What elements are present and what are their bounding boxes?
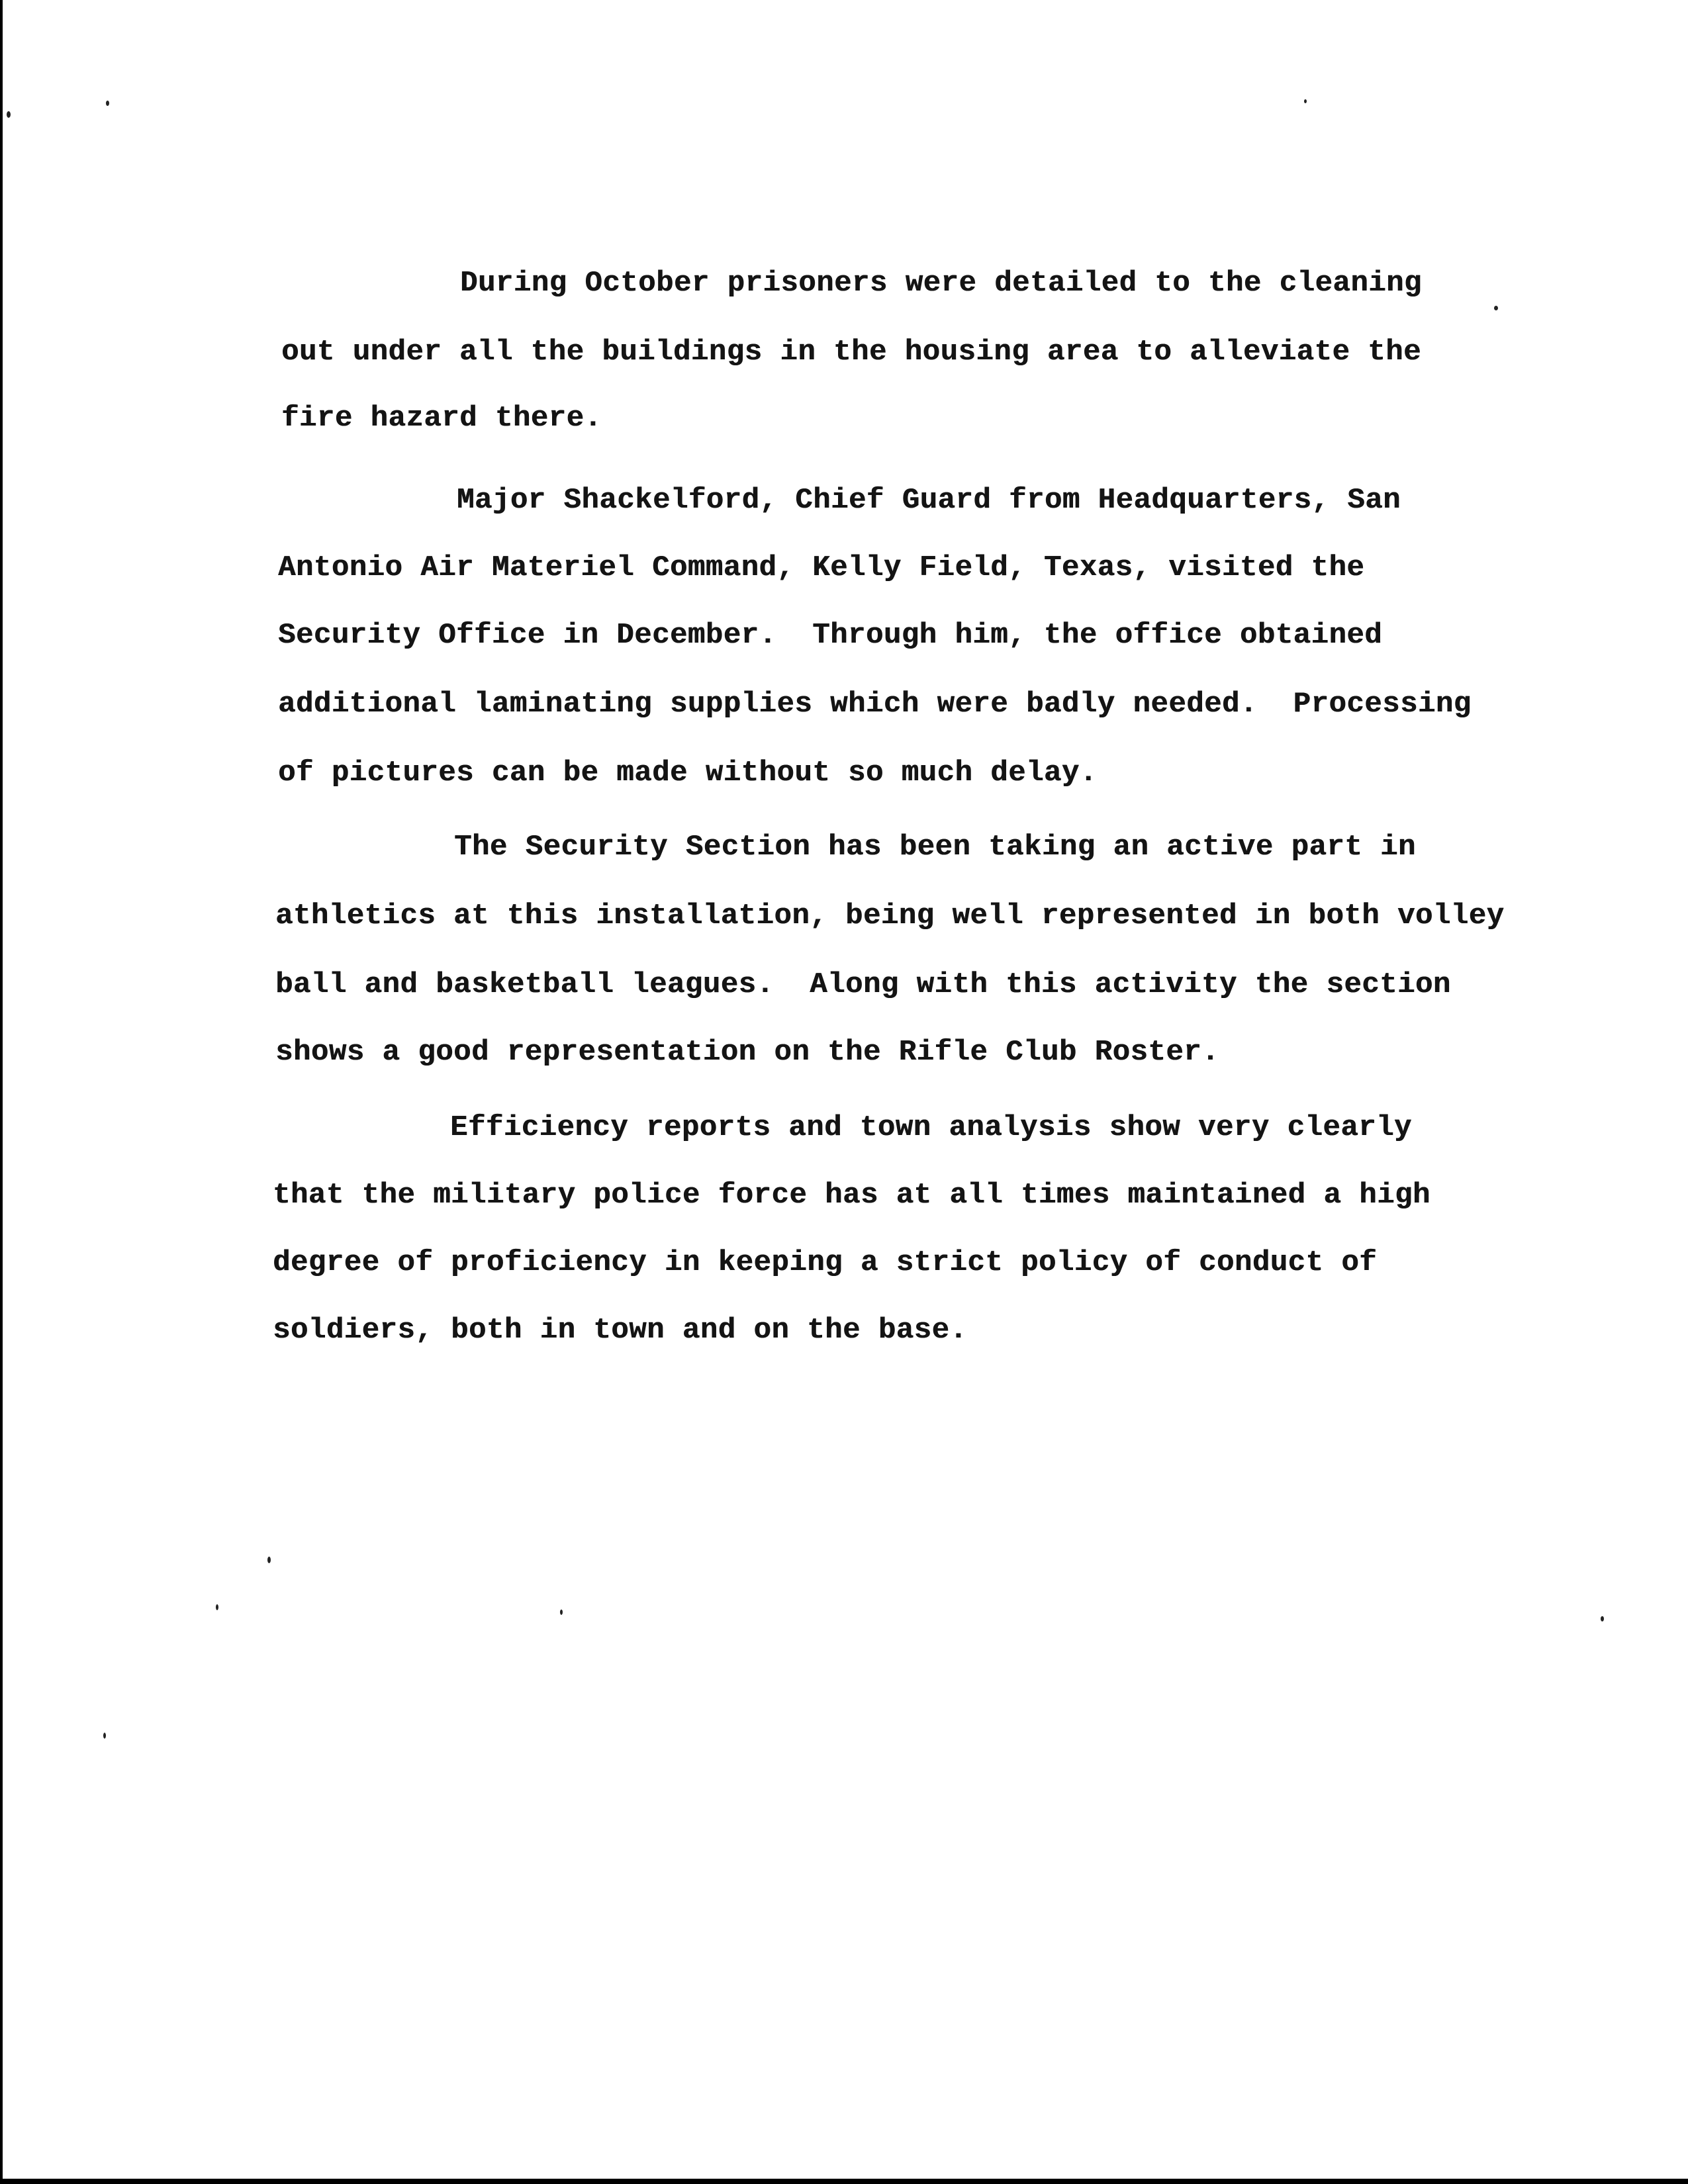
text-line: Antonio Air Materiel Command, Kelly Field, Texas, visited the xyxy=(278,551,1365,584)
text-line: athletics at this installation, being well represented in both volley xyxy=(275,899,1505,933)
text-line: During October prisoners were detailed to the cleaning xyxy=(460,267,1422,300)
scan-speck xyxy=(267,1557,271,1563)
text-line: ball and basketball leagues. Along with this activity the section xyxy=(275,968,1451,1001)
text-line: shows a good representation on the Rifle Club Roster. xyxy=(275,1036,1219,1069)
scan-edge-line xyxy=(0,0,3,2184)
text-line: The Security Section has been taking an active part in xyxy=(454,831,1416,864)
text-line: that the military police force has at all times maintained a high xyxy=(273,1179,1430,1212)
scan-speck xyxy=(560,1610,563,1615)
text-line: soldiers, both in town and on the base. xyxy=(273,1314,968,1347)
text-line: out under all the buildings in the housing area to alleviate the xyxy=(281,336,1421,369)
scan-edge-line xyxy=(0,2179,1688,2184)
scan-speck xyxy=(106,101,109,106)
text-line: additional laminating supplies which were badly needed. Processing xyxy=(278,688,1472,721)
scan-speck xyxy=(103,1733,106,1739)
text-line: Major Shackelford, Chief Guard from Headquarters, San xyxy=(457,484,1401,517)
scan-speck xyxy=(216,1604,218,1610)
text-line: fire hazard there. xyxy=(281,402,602,435)
scan-speck xyxy=(1304,99,1307,103)
scan-speck xyxy=(1494,306,1498,310)
scan-speck xyxy=(7,111,11,118)
text-line: Security Office in December. Through him, the office obtained xyxy=(278,619,1383,652)
text-line: Efficiency reports and town analysis show very clearly xyxy=(450,1111,1412,1144)
text-line: degree of proficiency in keeping a strict policy of conduct of xyxy=(273,1246,1378,1279)
scan-speck xyxy=(1601,1616,1604,1621)
text-line: of pictures can be made without so much delay. xyxy=(278,756,1098,790)
